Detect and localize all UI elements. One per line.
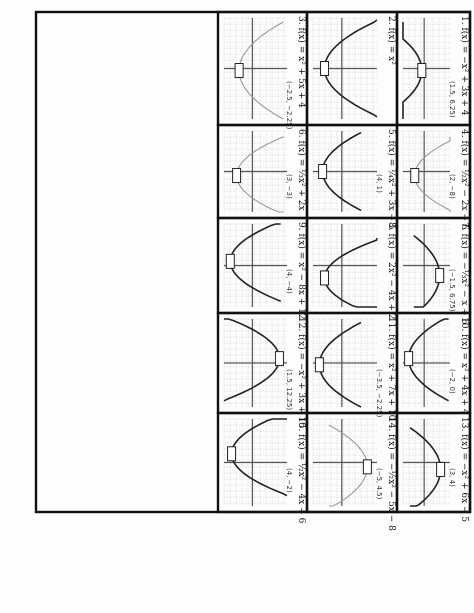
problem-cell bbox=[218, 218, 307, 320]
vertex-marker bbox=[405, 352, 413, 366]
equation-label: 5. f(x) = ¼x² + 3x − 5 bbox=[386, 129, 396, 230]
vertex-marker bbox=[235, 64, 243, 78]
parabola-curve bbox=[224, 319, 279, 401]
vertex-answer: (−2.5, −2.25) bbox=[285, 81, 293, 130]
vertex-answer: (3, −3) bbox=[285, 174, 293, 199]
problem-cell bbox=[307, 313, 397, 421]
vertex-answer: (4, 1) bbox=[375, 174, 383, 193]
vertex-marker bbox=[321, 271, 329, 285]
problem-cell bbox=[307, 413, 397, 531]
vertex-answer: (1.5, 12.25) bbox=[285, 369, 293, 411]
vertex-marker bbox=[228, 447, 236, 461]
vertex-marker bbox=[226, 254, 234, 268]
worksheet-border bbox=[36, 12, 470, 512]
problem-cell bbox=[218, 413, 307, 524]
vertex-answer: (−1.5, 6.75) bbox=[448, 269, 456, 312]
vertex-marker bbox=[233, 169, 241, 183]
equation-label: 9. f(x) = x² − 8x + 12 bbox=[296, 222, 306, 320]
vertex-answer: (4, −4) bbox=[285, 269, 293, 294]
equation-label: 3. f(x) = x² + 5x + 4 bbox=[296, 16, 306, 108]
parabola-curve bbox=[415, 137, 450, 212]
equation-label: 7. f(x) = −⅓x² − x + 6 bbox=[459, 222, 469, 325]
vertex-answer: (−2, 0) bbox=[448, 369, 456, 394]
equation-label: 14. f(x) = −½x² − 5x − 8 bbox=[386, 417, 396, 531]
problem-cell bbox=[397, 313, 470, 415]
equation-label: 11. f(x) = x² + 7x + 10 bbox=[386, 317, 396, 421]
vertex-answer: (−5, 4.5) bbox=[375, 468, 383, 500]
vertex-answer: (2, −8) bbox=[448, 174, 456, 199]
vertex-marker bbox=[319, 165, 327, 179]
vertex-marker bbox=[275, 352, 283, 366]
equation-label: 1. f(x) = −x² + 3x + 4 bbox=[459, 16, 469, 116]
equation-label: 13. f(x) = −x² + 6x − 5 bbox=[459, 417, 469, 523]
vertex-marker bbox=[436, 268, 444, 282]
parabola-curve bbox=[409, 319, 449, 401]
equation-label: 4. f(x) = ½x² − 2x − 6 bbox=[459, 129, 469, 230]
problem-cell bbox=[397, 12, 470, 125]
problem-cell bbox=[218, 12, 307, 130]
vertex-answer: (4, −2) bbox=[285, 468, 293, 493]
vertex-marker bbox=[363, 460, 371, 474]
parabola-curve bbox=[239, 22, 283, 119]
vertex-marker bbox=[437, 462, 445, 476]
equation-label: 15. f(x) = ½x² − 4x + 6 bbox=[296, 417, 306, 524]
vertex-marker bbox=[411, 169, 419, 183]
equation-label: 8. f(x) = 2x² − 4x + 2 bbox=[386, 222, 396, 320]
parabola-curve bbox=[325, 238, 378, 307]
problem-cell bbox=[307, 125, 397, 230]
problem-cell bbox=[218, 313, 307, 428]
problem-cell bbox=[307, 12, 397, 125]
vertex-answer: (1.5, 6.25) bbox=[448, 81, 456, 118]
vertex-marker bbox=[321, 62, 329, 76]
vertex-marker bbox=[315, 358, 323, 372]
vertex-answer: (−3.5, −2.25) bbox=[375, 369, 383, 418]
problem-cell bbox=[397, 218, 470, 325]
equation-label: 10. f(x) = x² + 4x + 4 bbox=[459, 317, 469, 415]
equation-label: 12. f(x) = −x² + 3x + 10 bbox=[296, 317, 306, 428]
problem-cell bbox=[218, 125, 307, 218]
equation-label: 6. f(x) = ⅓x² + 2x bbox=[296, 129, 306, 211]
problem-cell bbox=[307, 218, 397, 320]
parabola-curve bbox=[230, 224, 280, 301]
equation-label: 2. f(x) = x² bbox=[386, 16, 396, 65]
problem-cell bbox=[397, 413, 470, 522]
vertex-answer: (3, 4) bbox=[448, 468, 456, 487]
parabola-curve bbox=[232, 419, 287, 496]
problem-cell bbox=[397, 125, 470, 230]
vertex-marker bbox=[418, 64, 426, 78]
